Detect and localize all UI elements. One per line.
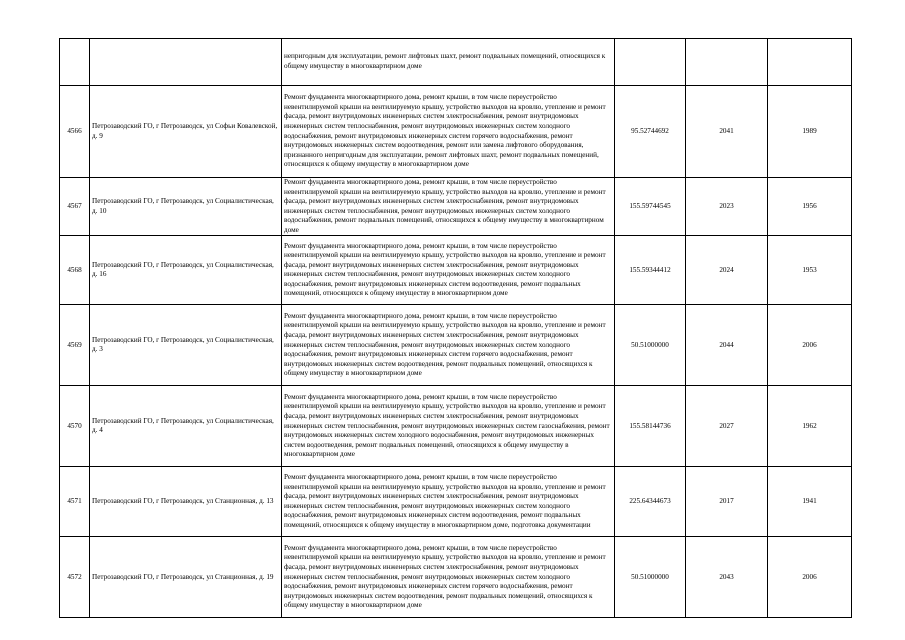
year-cell <box>686 39 768 86</box>
built-year-cell: 1941 <box>768 467 852 537</box>
row-number: 4567 <box>60 178 90 236</box>
row-number: 4569 <box>60 305 90 386</box>
address-cell: Петрозаводский ГО, г Петрозаводск, ул Социалистическая, д. 4 <box>90 386 282 467</box>
built-year-cell: 2006 <box>768 537 852 618</box>
row-number: 4570 <box>60 386 90 467</box>
works-cell: Ремонт фундамента многоквартирного дома, ремонт крыши, в том числе переустройство невентилируемой крыши на вентилируемую крышу, устройство выходов на кровлю, утепление и ремонт фасада, ремонт внутридомовых инженерных систем электроснабжения, ремонт внутридомовых инженерных систем теплоснабжения, ремонт внутридомовых инженерных систем холодного водоснабжения, ремонт внутридомовых инженерных систем горячего водоснабжения, ремонт внутридомовых инженерных систем водоотведения, ремонт или замена лифтового оборудования, признанного непригодным для эксплуатации, ремонт лифтовых шахт, ремонт подвальных помещений, относящихся к общему имуществу в многоквартирном доме <box>282 86 615 178</box>
row-number: 4566 <box>60 86 90 178</box>
year-cell: 2041 <box>686 86 768 178</box>
table-row <box>60 537 852 618</box>
built-year-cell <box>768 39 852 86</box>
table-row <box>60 39 852 86</box>
table-row <box>60 86 852 178</box>
table-row <box>60 236 852 305</box>
table-row <box>60 467 852 537</box>
table-row <box>60 386 852 467</box>
year-cell: 2017 <box>686 467 768 537</box>
year-cell: 2043 <box>686 537 768 618</box>
works-cell: Ремонт фундамента многоквартирного дома, ремонт крыши, в том числе переустройство невентилируемой крыши на вентилируемую крышу, устройство выходов на кровлю, утепление и ремонт фасада, ремонт внутридомовых инженерных систем электроснабжения, ремонт внутридомовых инженерных систем теплоснабжения, ремонт внутридомовых инженерных систем холодного водоснабжения, ремонт внутридомовых инженерных систем горячего водоснабжения, ремонт внутридомовых инженерных систем водоотведения, ремонт подвальных помещений, относящихся к общему имуществу в многоквартирном доме <box>282 537 615 618</box>
cost-cell: 155.58144736 <box>615 386 686 467</box>
table-row <box>60 305 852 386</box>
cost-cell: 225.64344673 <box>615 467 686 537</box>
address-cell <box>90 39 282 86</box>
row-number <box>60 39 90 86</box>
address-cell: Петрозаводский ГО, г Петрозаводск, ул Станционная, д. 19 <box>90 537 282 618</box>
cost-cell: 50.51000000 <box>615 305 686 386</box>
address-cell: Петрозаводский ГО, г Петрозаводск, ул Социалистическая, д. 16 <box>90 236 282 305</box>
address-cell: Петрозаводский ГО, г Петрозаводск, ул Станционная, д. 13 <box>90 467 282 537</box>
cost-cell: 95.52744692 <box>615 86 686 178</box>
works-cell: Ремонт фундамента многоквартирного дома, ремонт крыши, в том числе переустройство невентилируемой крыши на вентилируемую крышу, устройство выходов на кровлю, утепление и ремонт фасада, ремонт внутридомовых инженерных систем электроснабжения, ремонт внутридомовых инженерных систем теплоснабжения, ремонт внутридомовых инженерных систем холодного водоснабжения, ремонт подвальных помещений, относящихся к общему имуществу в многоквартирном доме <box>282 178 615 236</box>
row-number: 4571 <box>60 467 90 537</box>
year-cell: 2044 <box>686 305 768 386</box>
row-number: 4572 <box>60 537 90 618</box>
year-cell: 2023 <box>686 178 768 236</box>
year-cell: 2024 <box>686 236 768 305</box>
works-cell: Ремонт фундамента многоквартирного дома, ремонт крыши, в том числе переустройство невентилируемой крыши на вентилируемую крышу, устройство выходов на кровлю, утепление и ремонт фасада, ремонт внутридомовых инженерных систем электроснабжения, ремонт внутридомовых инженерных систем теплоснабжения, ремонт внутридомовых инженерных систем холодного водоснабжения, ремонт внутридомовых инженерных систем водоотведения, ремонт подвальных помещений, относящихся к общему имуществу в многоквартирном доме, подготовка документации <box>282 467 615 537</box>
address-cell: Петрозаводский ГО, г Петрозаводск, ул Социалистическая, д. 10 <box>90 178 282 236</box>
table-row <box>60 178 852 236</box>
address-cell: Петрозаводский ГО, г Петрозаводск, ул Социалистическая, д. 3 <box>90 305 282 386</box>
built-year-cell: 1989 <box>768 86 852 178</box>
works-cell: Ремонт фундамента многоквартирного дома, ремонт крыши, в том числе переустройство невентилируемой крыши на вентилируемую крышу, устройство выходов на кровлю, утепление и ремонт фасада, ремонт внутридомовых инженерных систем электроснабжения, ремонт внутридомовых инженерных систем теплоснабжения, ремонт внутридомовых инженерных систем холодного водоснабжения, ремонт внутридомовых инженерных систем водоотведения, ремонт подвальных помещений, относящихся к общему имуществу в многоквартирном доме <box>282 236 615 305</box>
works-cell: Ремонт фундамента многоквартирного дома, ремонт крыши, в том числе переустройство невентилируемой крыши на вентилируемую крышу, устройство выходов на кровлю, утепление и ремонт фасада, ремонт внутридомовых инженерных систем электроснабжения, ремонт внутридомовых инженерных систем теплоснабжения, ремонт внутридомовых инженерных систем газоснабжения, ремонт внутридомовых инженерных систем холодного водоснабжения, ремонт внутридомовых инженерных систем водоотведения, ремонт подвальных помещений, относящихся к общему имуществу в многоквартирном доме <box>282 386 615 467</box>
year-cell: 2027 <box>686 386 768 467</box>
works-table <box>59 38 852 618</box>
address-cell: Петрозаводский ГО, г Петрозаводск, ул Софьи Ковалевской, д. 9 <box>90 86 282 178</box>
built-year-cell: 2006 <box>768 305 852 386</box>
row-number: 4568 <box>60 236 90 305</box>
built-year-cell: 1953 <box>768 236 852 305</box>
built-year-cell: 1962 <box>768 386 852 467</box>
cost-cell: 155.59744545 <box>615 178 686 236</box>
cost-cell: 50.51000000 <box>615 537 686 618</box>
works-cell: Ремонт фундамента многоквартирного дома, ремонт крыши, в том числе переустройство невентилируемой крыши на вентилируемую крышу, устройство выходов на кровлю, утепление и ремонт фасада, ремонт внутридомовых инженерных систем электроснабжения, ремонт внутридомовых инженерных систем теплоснабжения, ремонт внутридомовых инженерных систем холодного водоснабжения, ремонт внутридомовых инженерных систем горячего водоснабжения, ремонт внутридомовых инженерных систем водоотведения, ремонт подвальных помещений, относящихся к общему имуществу в многоквартирном доме <box>282 305 615 386</box>
works-cell: непригодным для эксплуатации, ремонт лифтовых шахт, ремонт подвальных помещений, относящихся к общему имуществу в многоквартирном доме <box>282 39 615 86</box>
cost-cell: 155.59344412 <box>615 236 686 305</box>
cost-cell <box>615 39 686 86</box>
built-year-cell: 1956 <box>768 178 852 236</box>
